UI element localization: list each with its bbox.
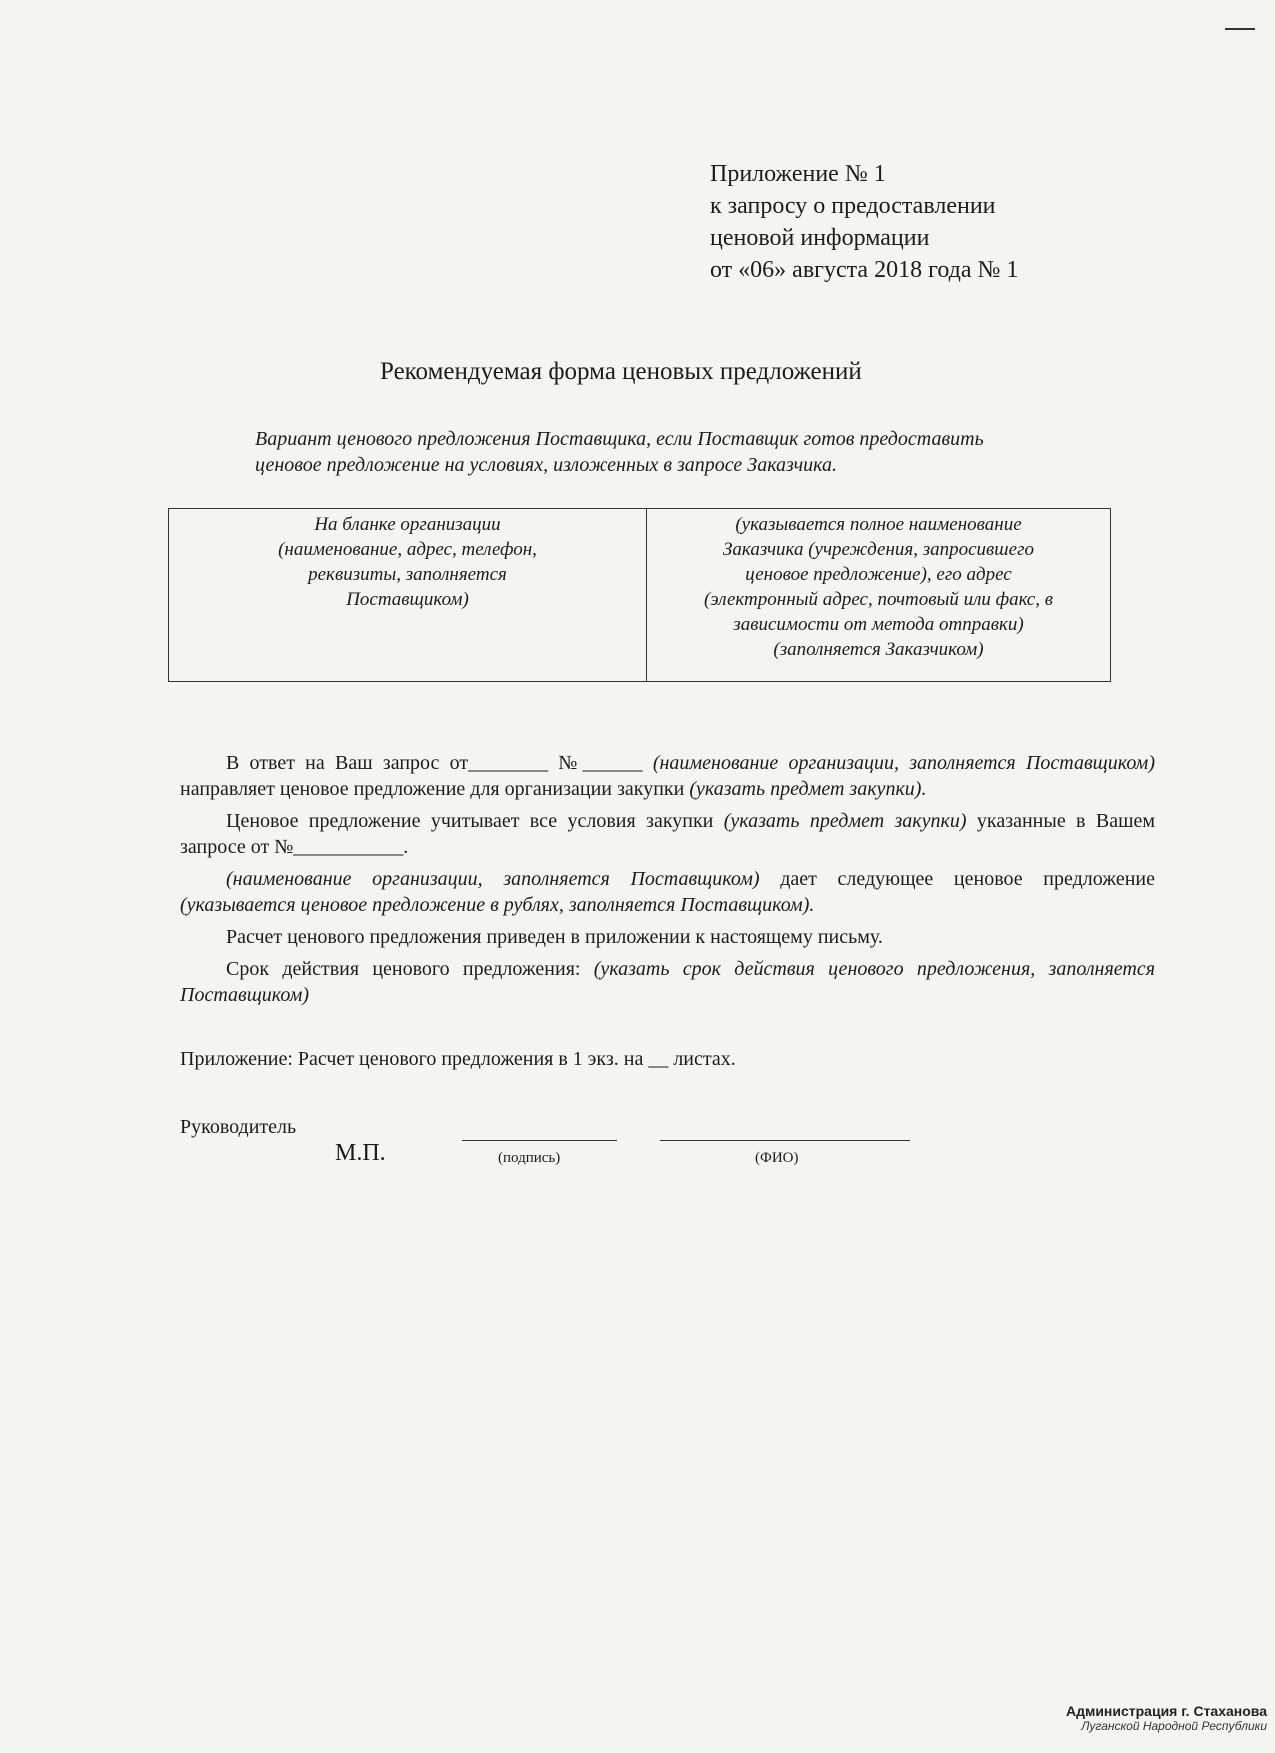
paragraph-conditions: [180, 808, 1155, 860]
appendix-line: от «06» августа 2018 года № 1: [710, 257, 1019, 283]
cell-line: реквизиты, заполняется: [308, 564, 507, 585]
watermark-line: Администрация г. Стаханова: [1065, 1703, 1267, 1719]
appendix-header: [710, 158, 1018, 286]
attachment-line: Приложение: Расчет ценового предложения в 1 экз. на __ листах.: [180, 1048, 736, 1070]
paragraph-calculation: Расчет ценового предложения приведен в приложении к настоящему письму.: [226, 926, 883, 948]
text-run: Срок действия ценового предложения:: [226, 958, 594, 980]
supplier-letterhead-cell: [169, 509, 647, 682]
name-caption: (ФИО): [755, 1150, 799, 1166]
cell-line: ценовое предложение), его адрес: [745, 564, 1012, 585]
stamp-placeholder: М.П.: [335, 1140, 386, 1166]
name-line: [660, 1140, 910, 1141]
scan-mark: [1225, 28, 1255, 30]
signature-caption: (подпись): [498, 1150, 561, 1166]
cell-line: (наименование, адрес, телефон,: [278, 539, 537, 560]
source-watermark: [1066, 1703, 1267, 1733]
variant-line: ценовое предложение на условиях, изложенных в запросе Заказчика.: [255, 454, 837, 476]
cell-line: Поставщиком): [346, 589, 469, 610]
watermark-line: Луганской Народной Республики: [1081, 1719, 1267, 1733]
cell-line: (заполняется Заказчиком): [773, 639, 984, 660]
text-run-italic: (наименование организации, заполняется Поставщиком): [652, 752, 1155, 774]
text-run-italic: (указывается ценовое предложение в рублях, заполняется Поставщиком).: [180, 894, 815, 916]
paragraph-response: [180, 750, 1155, 802]
text-run: направляет ценовое предложение для организации закупки: [180, 778, 690, 800]
text-run-italic: (указать предмет закупки).: [689, 778, 927, 800]
letter-body: [180, 750, 1155, 1014]
text-run: указанные в Вашем запросе от №___________.: [180, 810, 1156, 858]
letterhead-table: [168, 508, 1111, 682]
cell-line: На бланке организации: [314, 514, 501, 535]
customer-address-cell: [647, 509, 1111, 682]
text-run: В ответ на Ваш запрос от________ №______: [226, 752, 653, 774]
text-run-italic: (наименование организации, заполняется Поставщиком): [226, 868, 760, 890]
cell-line: (электронный адрес, почтовый или факс, в: [703, 589, 1053, 610]
form-title: Рекомендуемая форма ценовых предложений: [380, 358, 862, 385]
appendix-line: Приложение № 1: [710, 161, 886, 187]
appendix-line: к запросу о предоставлении: [710, 193, 996, 219]
variant-note: [255, 426, 1135, 478]
appendix-line: ценовой информации: [710, 225, 930, 251]
text-run: дает следующее ценовое предложение: [759, 868, 1155, 890]
paragraph-validity: [180, 956, 1155, 1008]
signature-line: [462, 1140, 617, 1141]
text-run-italic: (указать срок действия ценового предложения, заполняется Поставщиком): [180, 958, 1155, 1006]
cell-line: Заказчика (учреждения, запросившего: [723, 539, 1034, 560]
cell-line: (указывается полное наименование: [735, 514, 1022, 535]
cell-line: зависимости от метода отправки): [733, 614, 1024, 635]
variant-line: Вариант ценового предложения Поставщика, если Поставщик готов предоставить: [255, 428, 984, 450]
text-run: Ценовое предложение учитывает все условия закупки: [226, 810, 724, 832]
head-label: Руководитель: [180, 1116, 297, 1138]
paragraph-offer: [180, 866, 1155, 918]
text-run-italic: (указать предмет закупки): [723, 810, 967, 832]
